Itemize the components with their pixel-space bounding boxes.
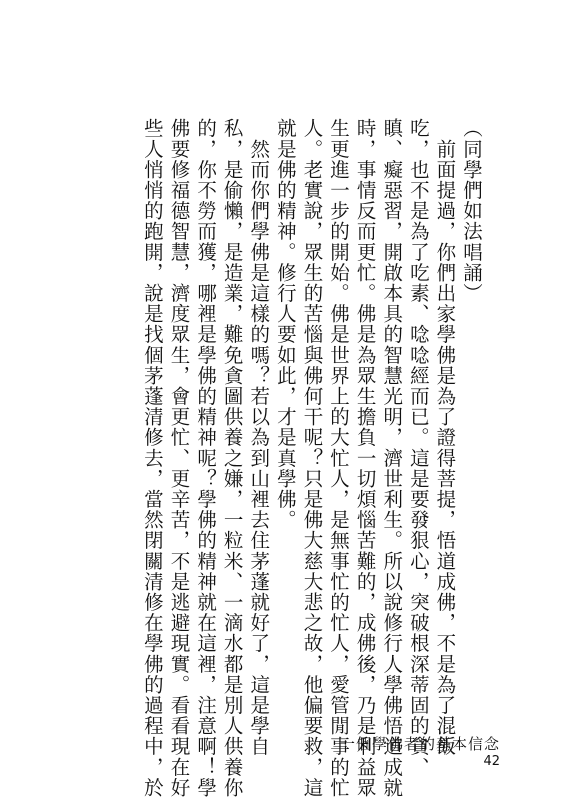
text-column: 時，事情反而更忙。佛是為眾生擔負一切煩惱苦難的，成佛後，乃是利益眾 [353,118,377,798]
text-column: 私，是偷懶，是造業，難免貪圖供養之嫌，一粒米、一滴水都是別人供養你 [220,118,244,798]
text-column: 佛要修福德智慧，濟度眾生，會更忙、更辛苦，不是逃避現實。看看現在好 [167,118,191,798]
text-column: 的，你不勞而獲，哪裡是學佛的精神呢？學佛的精神就在這裡，注意啊！學 [194,118,218,798]
text-column: 然而你們學佛是這樣的嗎？若以為到山裡去住茅蓬就好了，這是學自 [247,118,271,757]
text-column: 生更進一步的開始。佛是世界上的大忙人，是無事忙的忙人，愛管閒事的忙 [327,118,351,798]
text-column: 就是佛的精神。修行人要如此，才是真學佛。 [273,118,297,530]
text-column: 些人悄悄的跑開，說是找個茅蓬清修去，當然閉關清修在學佛的過程中，於 [140,118,164,798]
text-column: 瞋、癡惡習，開啟本具的智慧光明，濟世利生。所以說修行人學佛悟道成就 [380,118,404,798]
page-number: 42 [483,754,500,769]
text-column: 人。老實說，眾生的苦惱與佛何干呢？只是佛大慈大悲之故，他偏要救，這 [300,118,324,798]
running-footer-title: 一個學佛者的基本信念 [339,735,500,753]
text-column: 吃，也不是為了吃素、唸唸經而已。這是要發狠心，突破根深蒂固的貪、 [406,118,430,778]
text-column: 前面提過，你們出家學佛是為了證得菩提，悟道成佛，不是為了混飯 [433,118,457,757]
heading-line: （同學們如法唱誦） [460,118,483,304]
